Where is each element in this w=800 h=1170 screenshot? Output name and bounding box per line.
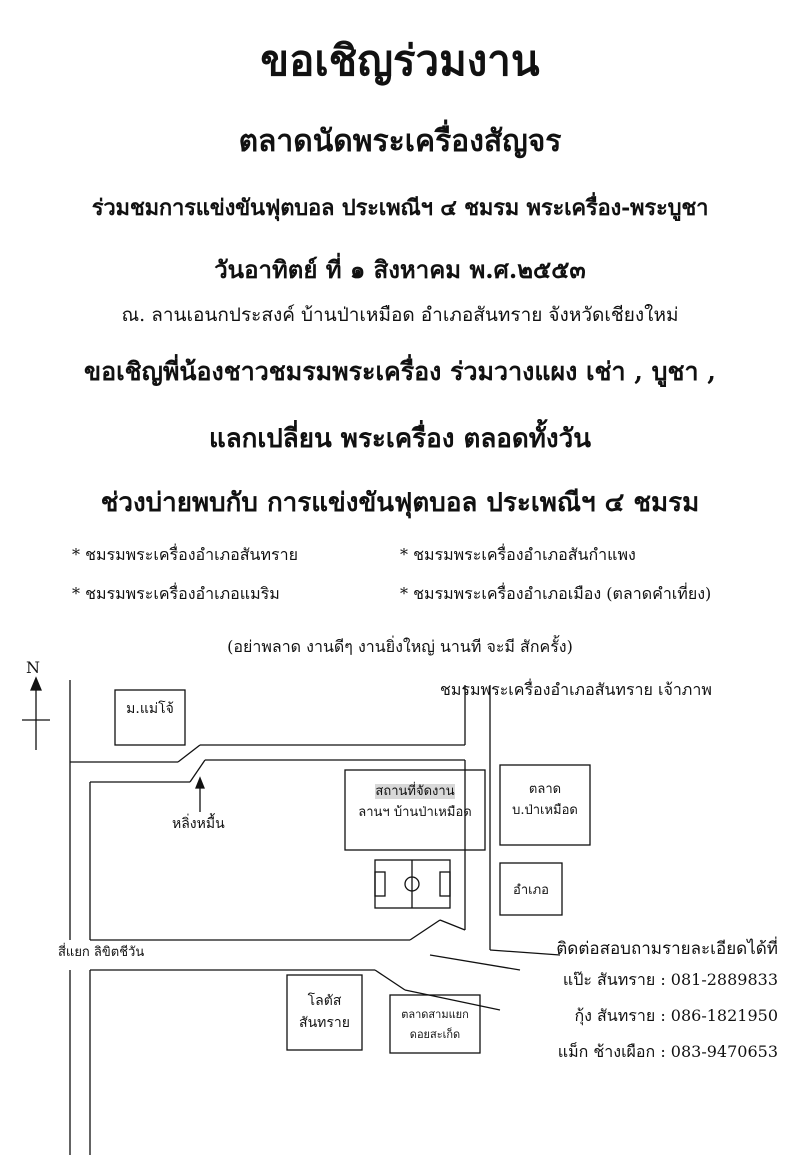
contact-name: กุ้ง สันทราย	[574, 1006, 656, 1025]
sam-yaek-label	[390, 1005, 480, 1045]
event-venue: ณ. ลานเอนกประสงค์ บ้านป่าเหมือด อำเภอสันทราย จังหวัดเชียงใหม่	[121, 304, 679, 326]
event-name: ตลาดนัดพระเครื่องสัญจร	[238, 124, 562, 159]
contact-name: แป๊ะ สันทราย	[562, 970, 656, 989]
contact-phone: 086-1821950	[670, 1006, 778, 1025]
club-item: * ชมรมพระเครื่องอำเภอสันทราย	[72, 545, 298, 564]
club-item: * ชมรมพระเครื่องอำเภอแมริม	[72, 584, 280, 603]
poster-title: ขอเชิญร่วมงาน	[260, 36, 540, 85]
football-field-icon	[375, 860, 450, 908]
lang-muen-label: หลิ่งหมื้น	[172, 816, 225, 832]
location-map	[0, 650, 800, 1170]
venue-label	[345, 780, 485, 822]
contact-row: กุ้ง สันทราย : 086-1821950	[574, 1006, 778, 1025]
north-label: N	[26, 658, 40, 677]
district-label: อำเภอ	[513, 883, 549, 898]
lotus-label	[287, 990, 362, 1034]
market-label-line1: ตลาด	[528, 782, 562, 797]
contact-phone: 081-2889833	[670, 970, 778, 989]
sam-yaek-label-line1: ตลาดสามแยก	[401, 1008, 469, 1021]
tagline: (อย่าพลาด งานดีๆ งานยิ่งใหญ่ นานที จะมี สักครั้ง)	[227, 637, 573, 656]
afternoon-line: ช่วงบ่ายพบกับ การแข่งขันฟุตบอล ประเพณีฯ ๔ ชมรม	[100, 488, 700, 518]
club-item: * ชมรมพระเครื่องอำเภอสันกำแพง	[400, 545, 636, 564]
contact-heading: ติดต่อสอบถามรายละเอียดได้ที่	[556, 939, 778, 959]
market-label-line2: บ.ป่าเหมือด	[512, 803, 578, 818]
lotus-label-line1: โลตัส	[307, 993, 342, 1009]
football-line: ร่วมชมการแข่งขันฟุตบอล ประเพณีฯ ๔ ชมรม พระเครื่อง-พระบูชา	[91, 195, 709, 221]
junction-label: สี่แยก ลิขิตชีวัน	[58, 945, 145, 960]
invite-line-2: แลกเปลี่ยน พระเครื่อง ตลอดทั้งวัน	[208, 424, 591, 454]
host-label: ชมรมพระเครื่องอำเภอสันทราย เจ้าภาพ	[440, 680, 712, 699]
invite-line-1: ขอเชิญพี่น้องชาวชมรมพระเครื่อง ร่วมวางแผง เช่า , บูชา ,	[84, 357, 716, 386]
venue-label-line2: ลานฯ บ้านป่าเหมือด	[358, 805, 472, 820]
contact-row: แม็ก ช้างเผือก : 083-9470653	[557, 1042, 778, 1061]
mae-jo-label: ม.แม่โจ้	[126, 701, 174, 717]
venue-label-line1: สถานที่จัดงาน	[375, 784, 455, 799]
contact-phone: 083-9470653	[670, 1042, 778, 1061]
sam-yaek-label-line2: ดอยสะเก็ด	[409, 1028, 461, 1041]
club-item: * ชมรมพระเครื่องอำเภอเมือง (ตลาดคำเที่ยง)	[400, 584, 712, 603]
event-date: วันอาทิตย์ ที่ ๑ สิงหาคม พ.ศ.๒๕๕๓	[214, 255, 586, 284]
lotus-label-line2: สันทราย	[299, 1015, 350, 1031]
contact-name: แม็ก ช้างเผือก	[557, 1042, 656, 1061]
market-label	[500, 778, 590, 820]
contact-row: แป๊ะ สันทราย : 081-2889833	[562, 970, 778, 989]
north-arrow-head-icon	[31, 678, 41, 690]
